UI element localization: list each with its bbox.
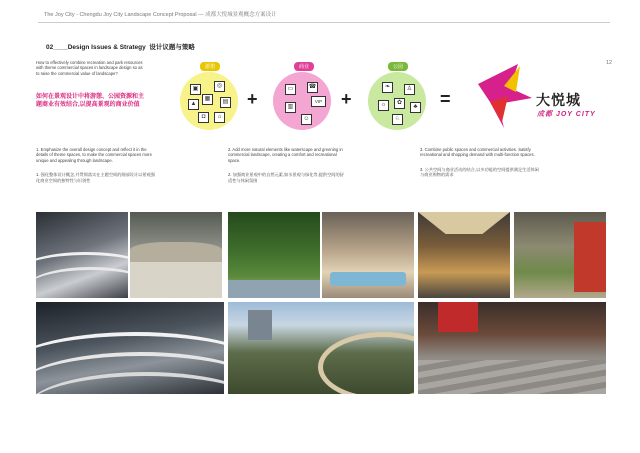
photo-stepped-water xyxy=(130,212,222,298)
section-number: 02 xyxy=(46,44,54,51)
bus-icon: ▭ xyxy=(285,84,296,95)
strategy-3-en: 3. Combine public spaces and commercial activities. Satisfy recreational and shopping demand with multi-function spaces. xyxy=(420,147,535,158)
basket-icon: ▥ xyxy=(285,102,296,113)
strategy-column-2 xyxy=(228,147,348,183)
logo-text-en: 成都 JOY CITY xyxy=(537,111,596,118)
park-circle xyxy=(368,72,426,130)
shirt-icon: ▲ xyxy=(188,99,199,110)
equals-operator: = xyxy=(440,89,451,109)
tree-icon: ♣ xyxy=(410,102,421,113)
run-icon: ♘ xyxy=(392,114,403,125)
intro-question-en: How to effectively combine recreation and park resources with theme commercial spaces in landscape design so as to raise the commercial value of landscape? xyxy=(36,60,143,76)
strategy-1-en: 1. Emphasize the overall design concept and reflect it in the details of theme spaces, to make the commercial spaces more unique and appealing through landscape. xyxy=(36,147,152,163)
strategy-column-3 xyxy=(420,147,540,178)
shopping-bag-icon: ▣ xyxy=(190,84,201,95)
bicycle-icon: ◎ xyxy=(214,81,225,92)
vip-icon: VIP xyxy=(311,96,326,107)
strategy-column-1 xyxy=(36,147,156,183)
phone-icon: ☎ xyxy=(307,82,318,93)
plus-operator-2: + xyxy=(341,89,352,109)
photo-green-wall xyxy=(228,212,320,298)
walker-icon: ♙ xyxy=(404,84,415,95)
photo-lit-street xyxy=(418,212,510,298)
photo-terraced-plaza xyxy=(228,302,414,394)
photo-curved-mall xyxy=(36,212,128,298)
plus-operator-1: + xyxy=(247,89,258,109)
intro-question-cn: 如何在景观设计中将游憩、公园资源和主题商业有效结合,以提高景观的商业价值 xyxy=(36,94,145,108)
section-heading: 02____Design Issues & Strategy 设计议题与策略 xyxy=(46,44,195,51)
logo-star-magenta xyxy=(478,64,532,128)
section-title-cn: 设计议题与策略 xyxy=(149,44,195,51)
circle-tag-commerce: 商业 xyxy=(294,62,314,71)
photo-interior-curves xyxy=(36,302,224,394)
section-title-en: Design Issues & Strategy xyxy=(67,44,146,51)
recreation-circle xyxy=(180,72,238,130)
photo-atrium-pool xyxy=(322,212,414,298)
kids-icon: ☺ xyxy=(301,114,312,125)
flower-icon: ✿ xyxy=(394,98,405,109)
strategy-3-cn: 3. 公共空间与商业活动的结合,以多功能的空间提供满足生活休闲与商业购物的需求 xyxy=(420,166,539,178)
house-icon: ⌂ xyxy=(214,112,225,123)
strategy-1-cn: 1. 强化整体设计概念,并贯彻落实在主题空间的细部设计以景观强化商业空间的独特性与识别性 xyxy=(36,172,155,183)
cafe-icon: ◘ xyxy=(198,112,209,123)
document-header: The Joy City - Chengdu Joy City Landscape Concept Proposal — 成都大悦城景观概念方案设计 xyxy=(44,12,277,18)
page-number: 12 xyxy=(606,60,613,66)
leaf-icon: ❧ xyxy=(382,82,393,93)
strategy-2-cn: 2. 加强商业景观中的自然元素,如水景观与绿化等,提供空间的舒适性与休闲氛围 xyxy=(228,172,344,183)
cart-icon: ▦ xyxy=(202,94,213,105)
sun-icon: ☼ xyxy=(378,100,389,111)
strategy-2-en: 2. Add more natural elements like waterscape and greening in commercial landscape, creating a comfort and recreational space. xyxy=(228,147,343,163)
circle-tag-recreation: 游憩 xyxy=(200,62,220,71)
hotel-icon: ▤ xyxy=(220,97,231,108)
photo-canopy-walk xyxy=(514,212,606,298)
circle-tag-park: 公园 xyxy=(388,62,408,71)
commerce-circle xyxy=(273,72,331,130)
photo-public-steps xyxy=(418,302,606,394)
logo-text-cn: 大悦城 xyxy=(536,92,581,108)
header-divider xyxy=(38,22,610,23)
